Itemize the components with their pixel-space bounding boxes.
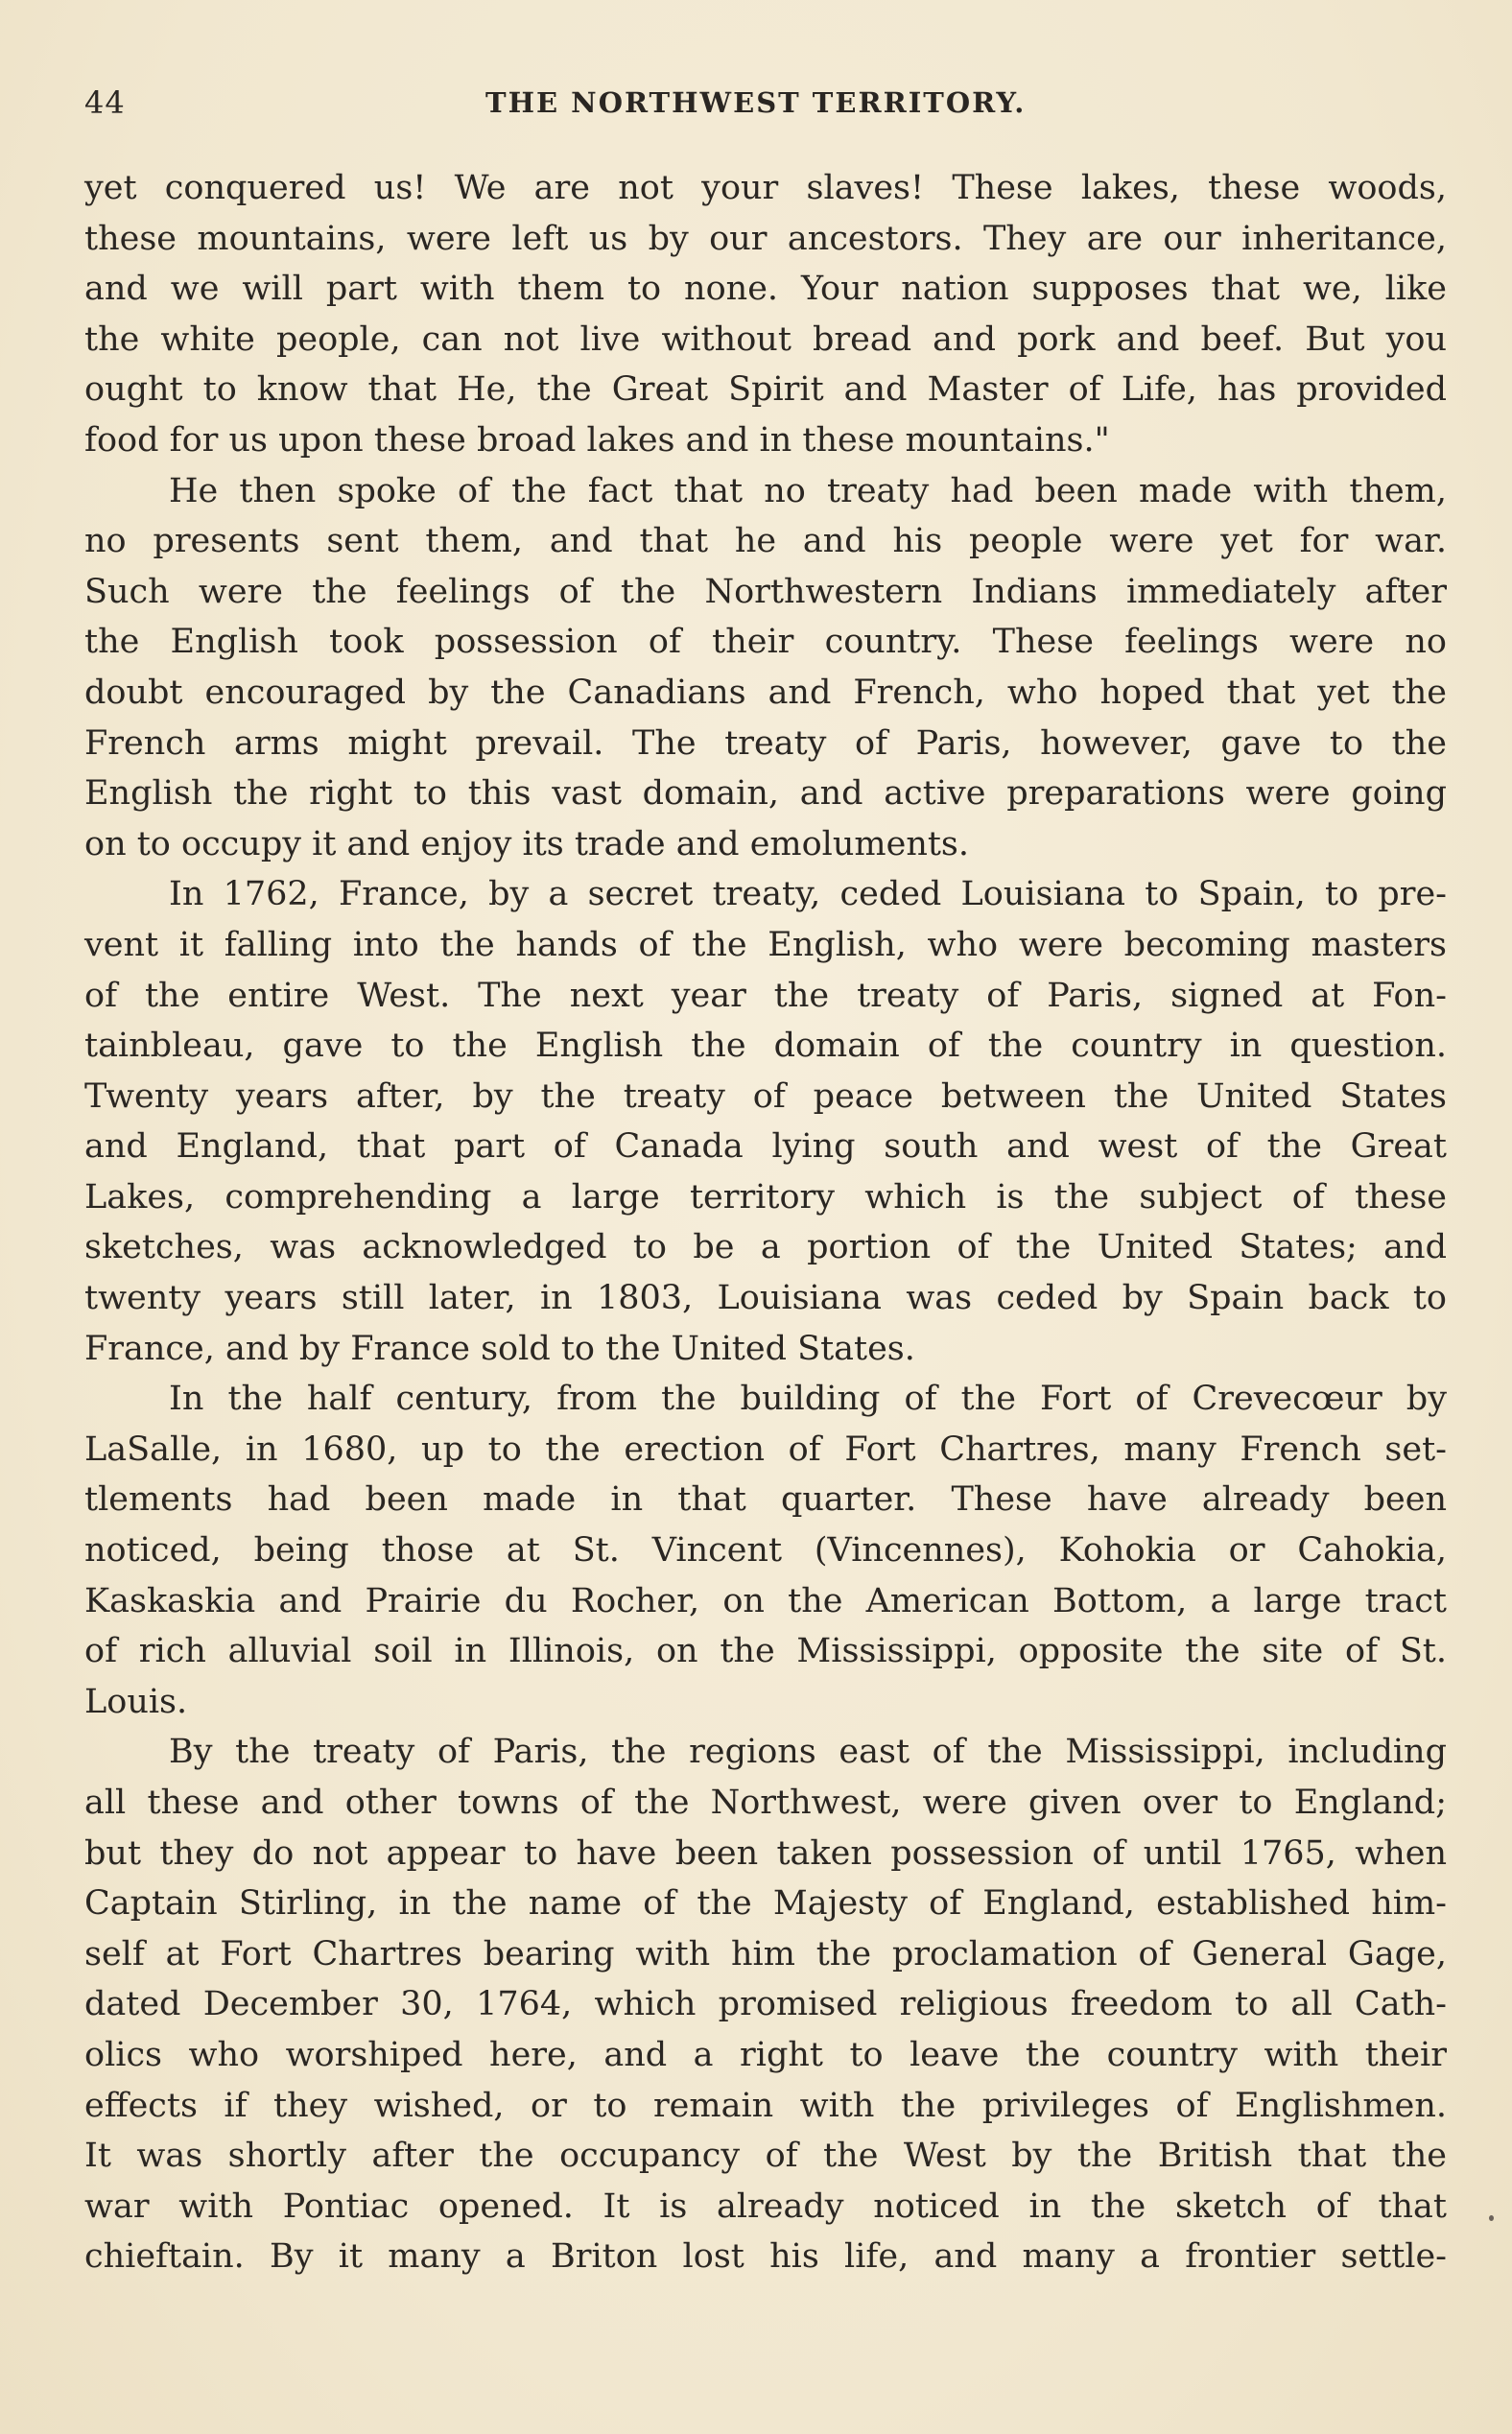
text-line: of the entire West. The next year the treaty of Paris, signed at Fon-	[84, 976, 1447, 1015]
text-line: tlements had been made in that quarter. These have already been	[84, 1480, 1447, 1520]
text-line: chieftain. By it many a Briton lost his life, and many a frontier settle-	[84, 2237, 1447, 2277]
text-line: dated December 30, 1764, which promised religious freedom to all Cath-	[84, 1985, 1447, 2024]
text-line: In 1762, France, by a secret treaty, ceded Louisiana to Spain, to pre-	[169, 875, 1447, 914]
text-line: the white people, can not live without bread and pork and beef. But you	[84, 319, 1447, 359]
text-line: By the treaty of Paris, the regions east of the Mississippi, including	[169, 1733, 1447, 1772]
text-line: olics who worshiped here, and a right to leave the country with their	[84, 2035, 1447, 2074]
text-line: sketches, was acknowledged to be a portion of the United States; and	[84, 1228, 1447, 1267]
text-line: and England, that part of Canada lying south and west of the Great	[84, 1127, 1447, 1167]
text-line: Captain Stirling, in the name of the Majesty of England, established him-	[84, 1884, 1447, 1924]
text-line: no presents sent them, and that he and his people were yet for war.	[84, 522, 1447, 561]
text-line: noticed, being those at St. Vincent (Vincennes), Kohokia or Cahokia,	[84, 1531, 1447, 1571]
text-line: English the right to this vast domain, and active preparations were going	[84, 774, 1447, 814]
text-line: effects if they wished, or to remain with the privileges of Englishmen.	[84, 2086, 1447, 2125]
text-line: of rich alluvial soil in Illinois, on the Mississippi, opposite the site of St.	[84, 1632, 1447, 1671]
text-line: He then spoke of the fact that no treaty had been made with them,	[169, 471, 1447, 510]
text-line: Such were the feelings of the Northwestern Indians immediately after	[84, 572, 1447, 611]
text-line: vent it falling into the hands of the English, who were becoming masters	[84, 925, 1447, 964]
text-line: food for us upon these broad lakes and in these mountains."	[84, 420, 1110, 460]
text-line: doubt encouraged by the Canadians and French, who hoped that yet the	[84, 673, 1447, 712]
body-text	[84, 163, 1447, 2282]
text-line: these mountains, were left us by our ancestors. They are our inheritance,	[84, 219, 1447, 258]
text-line: French arms might prevail. The treaty of Paris, however, gave to the	[84, 723, 1447, 763]
text-line: In the half century, from the building of the Fort of Crevecœur by	[169, 1380, 1447, 1419]
text-line: ought to know that He, the Great Spirit and Master of Life, has provided	[84, 370, 1447, 410]
running-title: THE NORTHWEST TERRITORY.	[485, 86, 1027, 119]
text-line: all these and other towns of the Northwest, were given over to England;	[84, 1784, 1447, 1822]
text-line: France, and by France sold to the United States.	[84, 1329, 915, 1368]
text-line: on to occupy it and enjoy its trade and emoluments.	[84, 824, 970, 863]
text-line: Kaskaskia and Prairie du Rocher, on the American Bottom, a large tract	[84, 1581, 1447, 1620]
page-number: 44	[84, 84, 126, 121]
page-header	[84, 84, 1447, 123]
text-line: tainbleau, gave to the English the domain of the country in question.	[84, 1027, 1447, 1066]
text-line: the English took possession of their country. These feelings were no	[84, 623, 1447, 662]
text-line: It was shortly after the occupancy of the West by the British that the	[84, 2137, 1447, 2176]
text-line: war with Pontiac opened. It is already noticed in the sketch of that	[84, 2186, 1447, 2226]
text-line: self at Fort Chartres bearing with him the proclamation of General Gage,	[84, 1934, 1447, 1973]
margin-speck	[1489, 2215, 1494, 2221]
text-line: yet conquered us! We are not your slaves! These lakes, these woods,	[84, 169, 1447, 207]
text-line: LaSalle, in 1680, up to the erection of Fort Chartres, many French set-	[84, 1430, 1447, 1469]
text-line: twenty years still later, in 1803, Louisiana was ceded by Spain back to	[84, 1279, 1447, 1318]
text-line: and we will part with them to none. Your nation supposes that we, like	[84, 270, 1447, 309]
text-line: Lakes, comprehending a large territory which is the subject of these	[84, 1177, 1447, 1217]
text-line: Louis.	[84, 1682, 188, 1721]
text-line: Twenty years after, by the treaty of peace between the United States	[84, 1076, 1447, 1116]
text-line: but they do not appear to have been taken possession of until 1765, when	[84, 1833, 1447, 1873]
